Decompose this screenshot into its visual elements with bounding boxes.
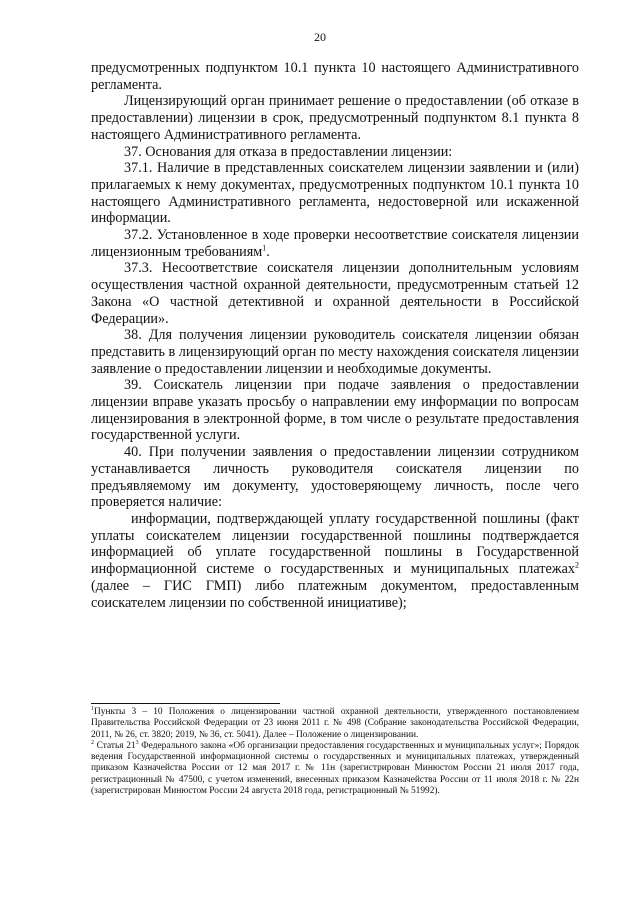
paragraph-37-2-text: 37.2. Установленное в ходе проверки несоответствие соискателя лицензии лицензионным требованиям	[91, 227, 579, 260]
paragraph-38: 38. Для получения лицензии руководитель соискателя лицензии обязан представить в лицензирующий орган по месту нахождения соискателя лицензии заявление о предоставлении лицензии и необходимые документы.	[91, 327, 579, 377]
footnote-2-pre: Статья 21	[96, 740, 136, 751]
page-number: 20	[314, 30, 326, 44]
paragraph-40-info-text: информации, подтверждающей уплату государственной пошлины (факт уплаты соискателем лицензии государственной пошлины подтверждается информацией об уплате государственной пошлины в Государственной информационной системе о государственных и муниципальных платежах	[91, 510, 579, 578]
paragraph-37-1: 37.1. Наличие в представленных соискателем лицензии заявлении и (или) прилагаемых к нему документах, предусмотренных подпунктом 10.1 пункта 10 настоящего Административного регламента, недостоверной или искаженной информации.	[91, 160, 579, 227]
paragraph-40: 40. При получении заявления о предоставлении лицензии сотрудником устанавливается личность руководителя соискателя лицензии по предъявляемому им документу, удостоверяющему личность, после чего проверяется наличие:	[91, 444, 579, 511]
footnote-divider	[91, 703, 280, 704]
paragraph-37-2: 37.2. Установленное в ходе проверки несоответствие соискателя лицензии лицензионным требованиям$^1$.	[91, 227, 579, 260]
footnote-1	[91, 707, 579, 741]
paragraph-39: 39. Соискатель лицензии при подаче заявления о предоставлении лицензии вправе указать просьбу о направлении ему информации по вопросам лицензирования в электронной форме, в том числе о результате предоставления государственной услуги.	[91, 377, 579, 444]
footnote-2	[91, 741, 579, 797]
footnote-ref-2: 2	[575, 560, 579, 570]
paragraph-decision: Лицензирующий орган принимает решение о предоставлении (об отказе в предоставлении) лицензии в срок, предусмотренный подпунктом 8.1 пункта 8 настоящего Административного регламента.	[91, 93, 579, 143]
footnotes	[91, 707, 579, 797]
footnote-2-text: Федерального закона «Об организации предоставления государственных и муниципальных услуг»; Порядок ведения Государственной информационной системы о государственных и муниципальных платежах, утвержденный приказом Казначейства России от 12 мая 2017 г. № 11н (зарегистрирован Минюстом России 21 июля 2017 года, регистрационный № 47500, с учетом изменений, внесенных приказом Казначейства России от 11 июля 2018 г. № 22н (зарегистрирован Минюстом России 24 августа 2018 года, регистрационный № 51992).	[91, 740, 579, 797]
body-text	[91, 60, 579, 611]
footnote-1-mark: 1	[91, 705, 94, 712]
footnote-2-article-sup: 3	[135, 739, 139, 746]
footnote-1-text: Пункты 3 – 10 Положения о лицензировании частной охранной деятельности, утвержденного постановлением Правительства Российской Федерации от 23 июня 2011 г. № 498 (Собрание законодательства Российской Федерации, 2011, № 26, ст. 3820; 2019, № 36, ст. 5041). Далее – Положение о лицензировании.	[91, 707, 579, 740]
paragraph-37: 37. Основания для отказа в предоставлении лицензии:	[124, 143, 453, 160]
paragraph-37-3: 37.3. Несоответствие соискателя лицензии дополнительным условиям осуществления частной охранной деятельности, предусмотренным статьей 12 Закона «О частной детективной и охранной деятельности в Российской Федерации».	[91, 260, 579, 327]
footnote-2-mark: 2	[91, 739, 94, 746]
paragraph-40-info-tail: (далее – ГИС ГМП) либо платежным документом, предоставленным соискателем лицензии по собственной инициативе);	[91, 577, 579, 611]
footnote-ref-1: 1	[262, 243, 267, 252]
paragraph-40-info	[91, 511, 579, 611]
paragraph-continuation: предусмотренных подпунктом 10.1 пункта 10 настоящего Административного регламента.	[91, 60, 579, 93]
